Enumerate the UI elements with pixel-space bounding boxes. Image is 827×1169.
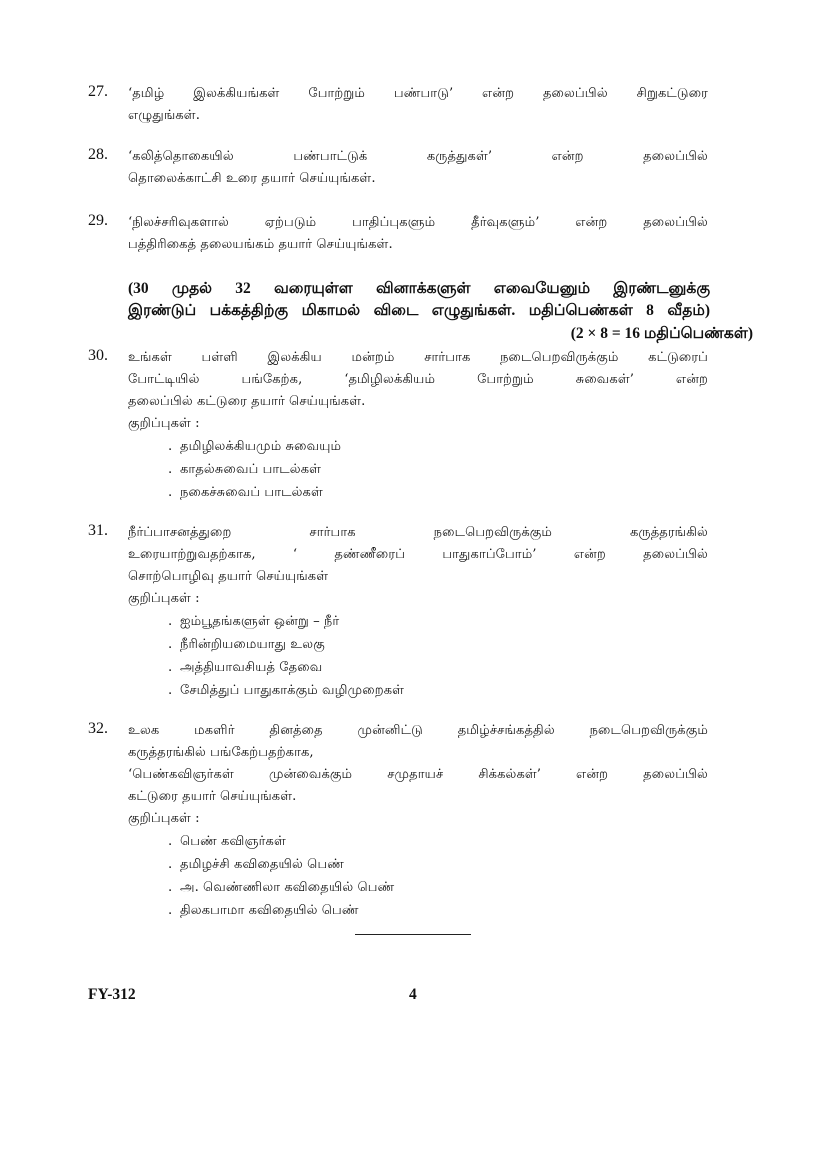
section-instruction-line: இரண்டுப் பக்கத்திற்கு மிகாமல் விடை எழுதுங்கள். மதிப்பெண்கள் 8 வீதம்) bbox=[128, 302, 710, 319]
hint-item: . தமிழச்சி கவிதையில் பெண் bbox=[168, 857, 345, 872]
hints-label: குறிப்புகள் : bbox=[128, 416, 200, 431]
question-text bbox=[128, 212, 708, 256]
hints-list bbox=[128, 830, 708, 922]
question-line: ‘தமிழ் இலக்கியங்கள் போற்றும் பண்பாடு’ என்ற தலைப்பில் சிறுகட்டுரை bbox=[128, 86, 708, 101]
question-line: பத்திரிகைத் தலையங்கம் தயார் செய்யுங்கள். bbox=[128, 237, 393, 252]
question-line: நீர்ப்பாசனத்துறை சார்பாக நடைபெறவிருக்கும் கருத்தரங்கில் bbox=[128, 525, 708, 540]
question-line: ‘பெண்கவிஞர்கள் முன்வைக்கும் சமுதாயச் சிக்கல்கள்’ என்ற தலைப்பில் bbox=[128, 767, 708, 782]
question-line: உங்கள் பள்ளி இலக்கிய மன்றம் சார்பாக நடைபெறவிருக்கும் கட்டுரைப் bbox=[128, 350, 708, 365]
question-text bbox=[128, 522, 708, 702]
hint-text: பெண் கவிஞர்கள் bbox=[180, 834, 286, 849]
hint-item: . நீரின்றியமையாது உலகு bbox=[168, 637, 325, 652]
question-line: சொற்பொழிவு தயார் செய்யுங்கள் bbox=[128, 569, 329, 584]
question-text bbox=[128, 720, 708, 922]
hints-label: குறிப்புகள் : bbox=[128, 811, 200, 826]
question-text bbox=[128, 83, 708, 127]
hint-item: . அத்தியாவசியத் தேவை bbox=[168, 660, 323, 675]
hint-text: நகைச்சுவைப் பாடல்கள் bbox=[180, 485, 323, 500]
question-number: 27. bbox=[88, 83, 108, 100]
hint-item: . காதல்சுவைப் பாடல்கள் bbox=[168, 462, 322, 477]
hint-text: திலகபாமா கவிதையில் பெண் bbox=[180, 903, 359, 918]
hint-text: தமிழச்சி கவிதையில் பெண் bbox=[180, 857, 345, 872]
hint-item: . ஐம்பூதங்களுள் ஒன்று – நீர் bbox=[168, 614, 340, 629]
page-number: 4 bbox=[409, 986, 417, 1003]
hint-text: தமிழிலக்கியமும் சுவையும் bbox=[180, 439, 342, 454]
marks-allocation: (2 × 8 = 16 மதிப்பெண்கள்) bbox=[570, 325, 753, 342]
question-line: உரையாற்றுவதற்காக, ‘ தண்ணீரைப் பாதுகாப்போம்’ என்ற தலைப்பில் bbox=[128, 547, 708, 562]
hint-item: . அ. வெண்ணிலா கவிதையில் பெண் bbox=[168, 880, 395, 895]
question-line: ‘கலித்தொகையில் பண்பாட்டுக் கருத்துகள்’ என்ற தலைப்பில் bbox=[128, 149, 708, 164]
hint-text: ஐம்பூதங்களுள் ஒன்று – நீர் bbox=[180, 614, 340, 629]
question-28 bbox=[88, 146, 708, 190]
hint-item: . தமிழிலக்கியமும் சுவையும் bbox=[168, 439, 342, 454]
question-line: தலைப்பில் கட்டுரை தயார் செய்யுங்கள். bbox=[128, 394, 366, 409]
question-number: 31. bbox=[88, 522, 108, 539]
question-line: தொலைக்காட்சி உரை தயார் செய்யுங்கள். bbox=[128, 171, 376, 186]
end-rule bbox=[355, 934, 471, 935]
question-32 bbox=[88, 720, 708, 922]
question-number: 32. bbox=[88, 720, 108, 737]
question-text bbox=[128, 347, 708, 504]
paper-code: FY-312 bbox=[88, 986, 136, 1003]
question-31 bbox=[88, 522, 708, 702]
question-29 bbox=[88, 212, 708, 256]
section-instruction-line: (30 முதல் 32 வரையுள்ள வினாக்களுள் எவையேனும் இரண்டனுக்கு bbox=[128, 280, 710, 297]
section-instruction bbox=[128, 278, 710, 322]
question-line: ‘நிலச்சரிவுகளால் ஏற்படும் பாதிப்புகளும் தீர்வுகளும்’ என்ற தலைப்பில் bbox=[128, 215, 708, 230]
hints-list bbox=[128, 610, 708, 702]
hint-text: அத்தியாவசியத் தேவை bbox=[180, 660, 323, 675]
hint-text: நீரின்றியமையாது உலகு bbox=[180, 637, 325, 652]
hints-list bbox=[128, 435, 708, 504]
question-line: உலக மகளிர் தினத்தை முன்னிட்டு தமிழ்ச்சங்கத்தில் நடைபெறவிருக்கும் bbox=[128, 723, 708, 738]
question-line: போட்டியில் பங்கேற்க, ‘தமிழிலக்கியம் போற்றும் சுவைகள்’ என்ற bbox=[128, 372, 708, 387]
question-line: கருத்தரங்கில் பங்கேற்பதற்காக, bbox=[128, 745, 314, 760]
hints-label: குறிப்புகள் : bbox=[128, 591, 200, 606]
hint-item: . திலகபாமா கவிதையில் பெண் bbox=[168, 903, 359, 918]
question-number: 28. bbox=[88, 146, 108, 163]
question-27 bbox=[88, 83, 708, 127]
hint-item: . பெண் கவிஞர்கள் bbox=[168, 834, 286, 849]
question-30 bbox=[88, 347, 708, 504]
question-line: எழுதுங்கள். bbox=[128, 108, 200, 123]
question-number: 30. bbox=[88, 347, 108, 364]
hint-item: . நகைச்சுவைப் பாடல்கள் bbox=[168, 485, 323, 500]
question-line: கட்டுரை தயார் செய்யுங்கள். bbox=[128, 789, 297, 804]
question-number: 29. bbox=[88, 212, 108, 229]
hint-text: அ. வெண்ணிலா கவிதையில் பெண் bbox=[180, 880, 395, 895]
question-text bbox=[128, 146, 708, 190]
hint-item: . சேமித்துப் பாதுகாக்கும் வழிமுறைகள் bbox=[168, 683, 405, 698]
hint-text: காதல்சுவைப் பாடல்கள் bbox=[180, 462, 322, 477]
hint-text: சேமித்துப் பாதுகாக்கும் வழிமுறைகள் bbox=[180, 683, 405, 698]
